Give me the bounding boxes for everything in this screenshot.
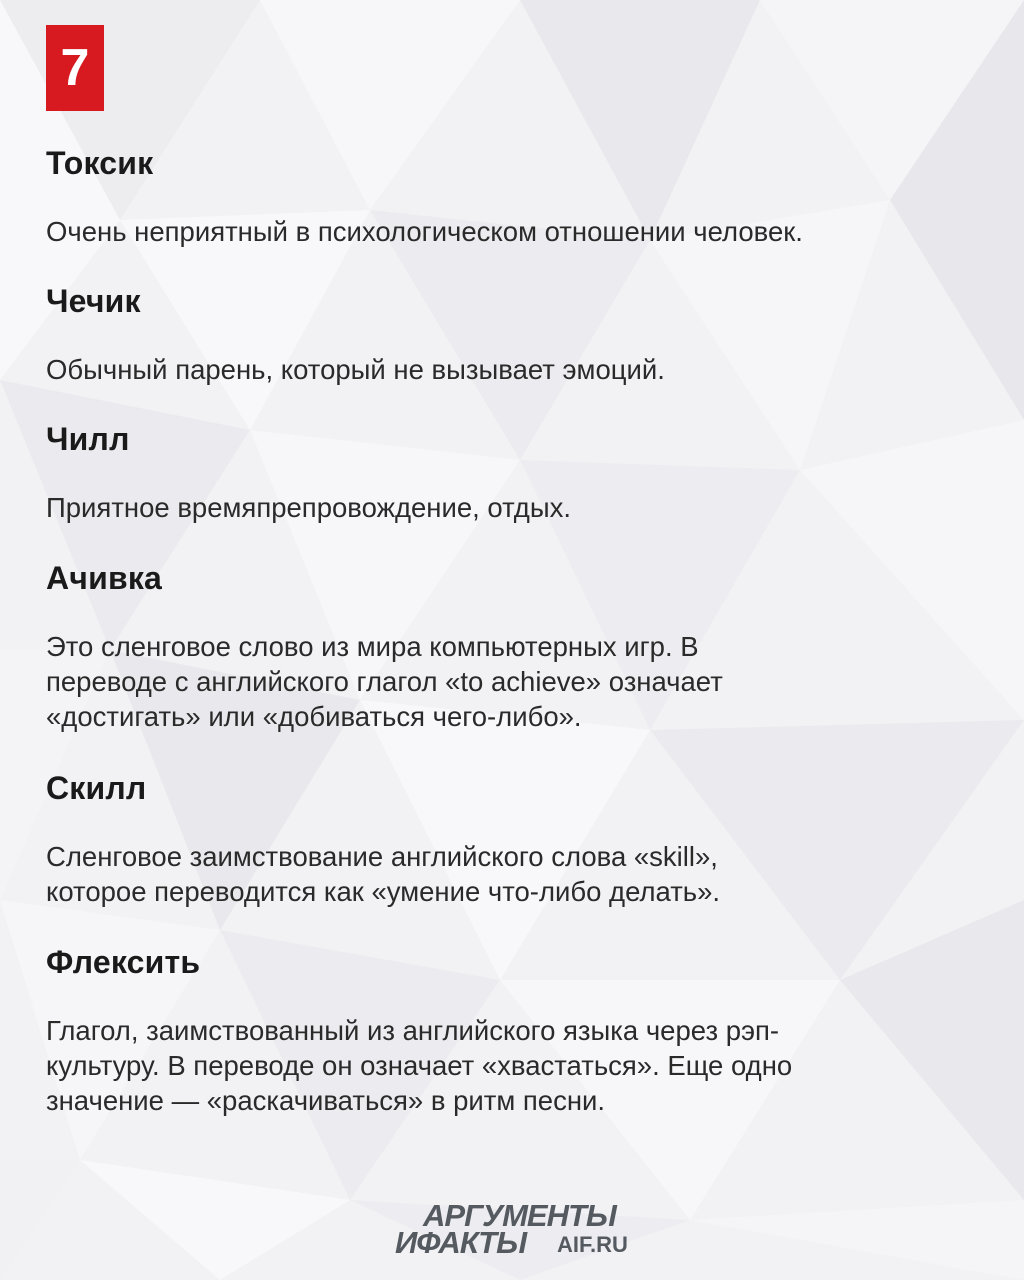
logo-line2: ИФАКТЫ — [395, 1225, 527, 1260]
term-heading-toxic: Токсик — [46, 145, 154, 181]
term-definition-achievement: Это сленговое слово из мира компьютерных игр. В переводе с английского глагол «to achieve» означает «достигать» или «добиваться чего-либо». — [46, 631, 723, 732]
term-heading-skill: Скилл — [46, 770, 147, 806]
term-definition-skill: Сленговое заимствование английского слова «skill», которое переводится как «умение что-либо делать». — [46, 841, 721, 907]
term-definition-flex: Глагол, заимствованный из английского языка через рэп- культуру. В переводе он означает «хвастаться». Еще одно значение — «раскачиваться» в ритм песни. — [46, 1015, 793, 1116]
aif-logo — [395, 1200, 655, 1262]
term-heading-chechik: Чечик — [46, 283, 141, 319]
term-heading-chill: Чилл — [46, 421, 130, 457]
term-definition-chechik: Обычный парень, который не вызывает эмоций. — [46, 354, 665, 385]
term-definition-toxic: Очень неприятный в психологическом отношении человек. — [46, 216, 803, 247]
term-heading-flex: Флексить — [46, 944, 201, 980]
page-number-badge: 7 — [46, 25, 104, 111]
logo-line1: АРГУМЕНТЫ — [423, 1198, 616, 1233]
term-heading-achievement: Ачивка — [46, 560, 163, 596]
term-definition-chill: Приятное времяпрепровождение, отдых. — [46, 492, 571, 523]
logo-site: AIF.RU — [557, 1232, 628, 1257]
